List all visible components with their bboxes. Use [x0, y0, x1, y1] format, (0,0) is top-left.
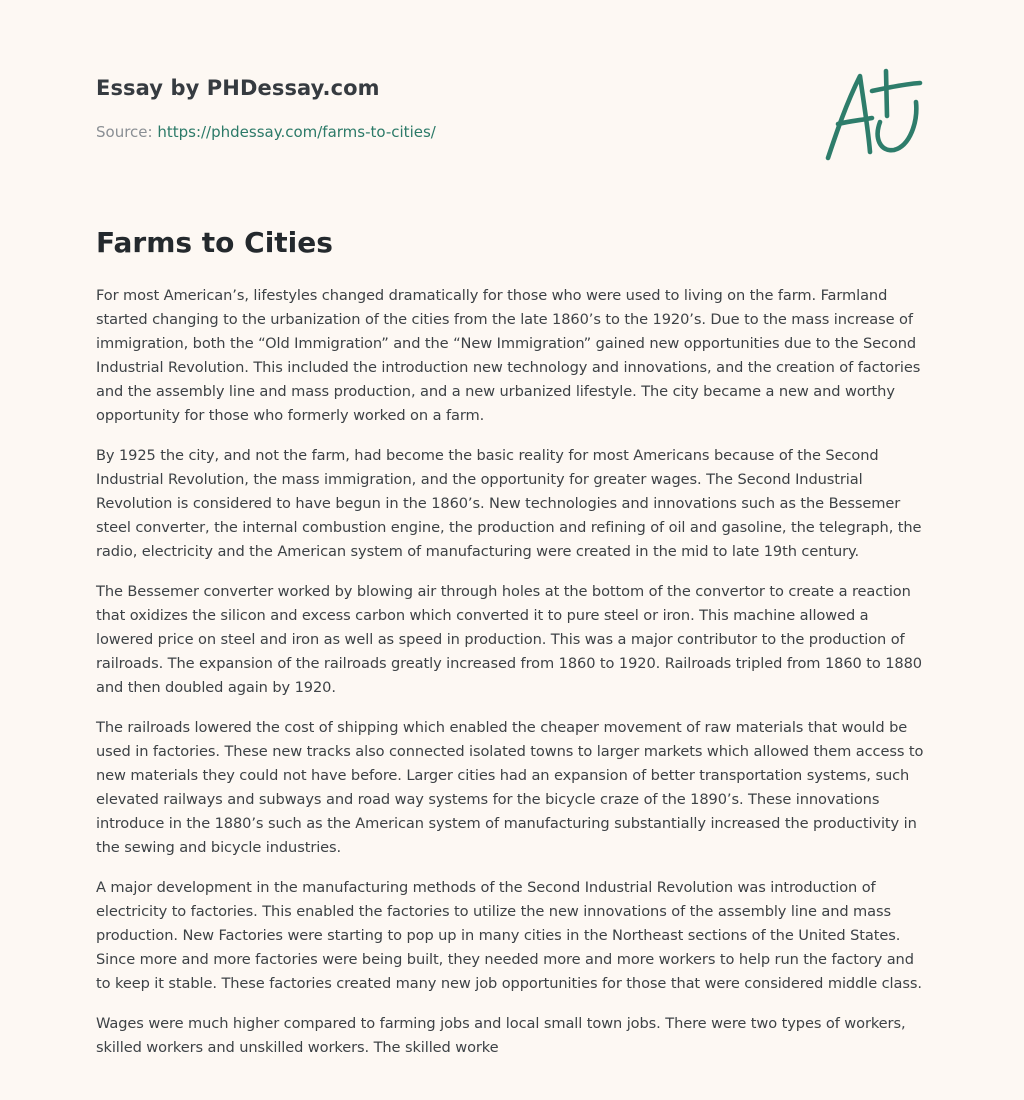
source-label: Source: — [96, 123, 158, 141]
essay-paragraph: By 1925 the city, and not the farm, had become the basic reality for most Americans because of the Second Industrial Revolution, the mass immigration, and the opportunity for greater wages. The Second Industrial Revolution is considered to have begun in the 1860’s. New technologies and innovations such as the Bessemer steel converter, the internal combustion engine, the production and refining of oil and gasoline, the telegraph, the radio, electricity and the American system of manufacturing were created in the mid to late 19th century. — [96, 447, 922, 560]
essay-paragraph: The Bessemer converter worked by blowing air through holes at the bottom of the convertor to create a reaction that oxidizes the silicon and excess carbon which converted it to pure steel or iron. This machine allowed a lowered price on steel and iron as well as speed in production. This was a major contributor to the production of railroads. The expansion of the railroads greatly increased from 1860 to 1920. Railroads tripled from 1860 to 1880 and then doubled again by 1920. — [96, 583, 922, 696]
essay-title: Farms to Cities — [96, 226, 333, 259]
essay-paragraph: Wages were much higher compared to farming jobs and local small town jobs. There were two types of workers, skilled workers and unskilled workers. The skilled worke — [96, 1015, 906, 1056]
essay-paragraph: The railroads lowered the cost of shipping which enabled the cheaper movement of raw materials that would be used in factories. These new tracks also connected isolated towns to larger markets which allowed them access to new materials they could not have before. Larger cities had an expansion of better transportation systems, such elevated railways and subways and road way systems for the bicycle craze of the 1890’s. These innovations introduce in the 1880’s such as the American system of manufacturing substantially increased the productivity in the sewing and bicycle industries. — [96, 719, 924, 856]
essay-body — [96, 284, 928, 1076]
essay-paragraph: A major development in the manufacturing methods of the Second Industrial Revolution was introduction of electricity to factories. This enabled the factories to utilize the new innovations of the assembly line and mass production. New Factories were starting to pop up in many cities in the Northeast sections of the United States. Since more and more factories were being built, they needed more and more workers to help run the factory and to keep it stable. These factories created many new job opportunities for those that were considered middle class. — [96, 879, 922, 992]
source-link[interactable]: https://phdessay.com/farms-to-cities/ — [157, 123, 436, 141]
brand-title: Essay by PHDessay.com — [96, 76, 380, 100]
source-line — [96, 123, 436, 141]
essay-paragraph: For most American’s, lifestyles changed dramatically for those who were used to living on the farm. Farmland started changing to the urbanization of the cities from the late 1860’s to the 1920’s. Due to the mass increase of immigration, both the “Old Immigration” and the “New Immigration” gained new opportunities due to the Second Industrial Revolution. This included the introduction new technology and innovations, and the creation of factories and the assembly line and mass production, and a new urbanized lifestyle. The city became a new and worthy opportunity for those who formerly worked on a farm. — [96, 287, 921, 424]
a-plus-grade-icon — [820, 66, 928, 166]
